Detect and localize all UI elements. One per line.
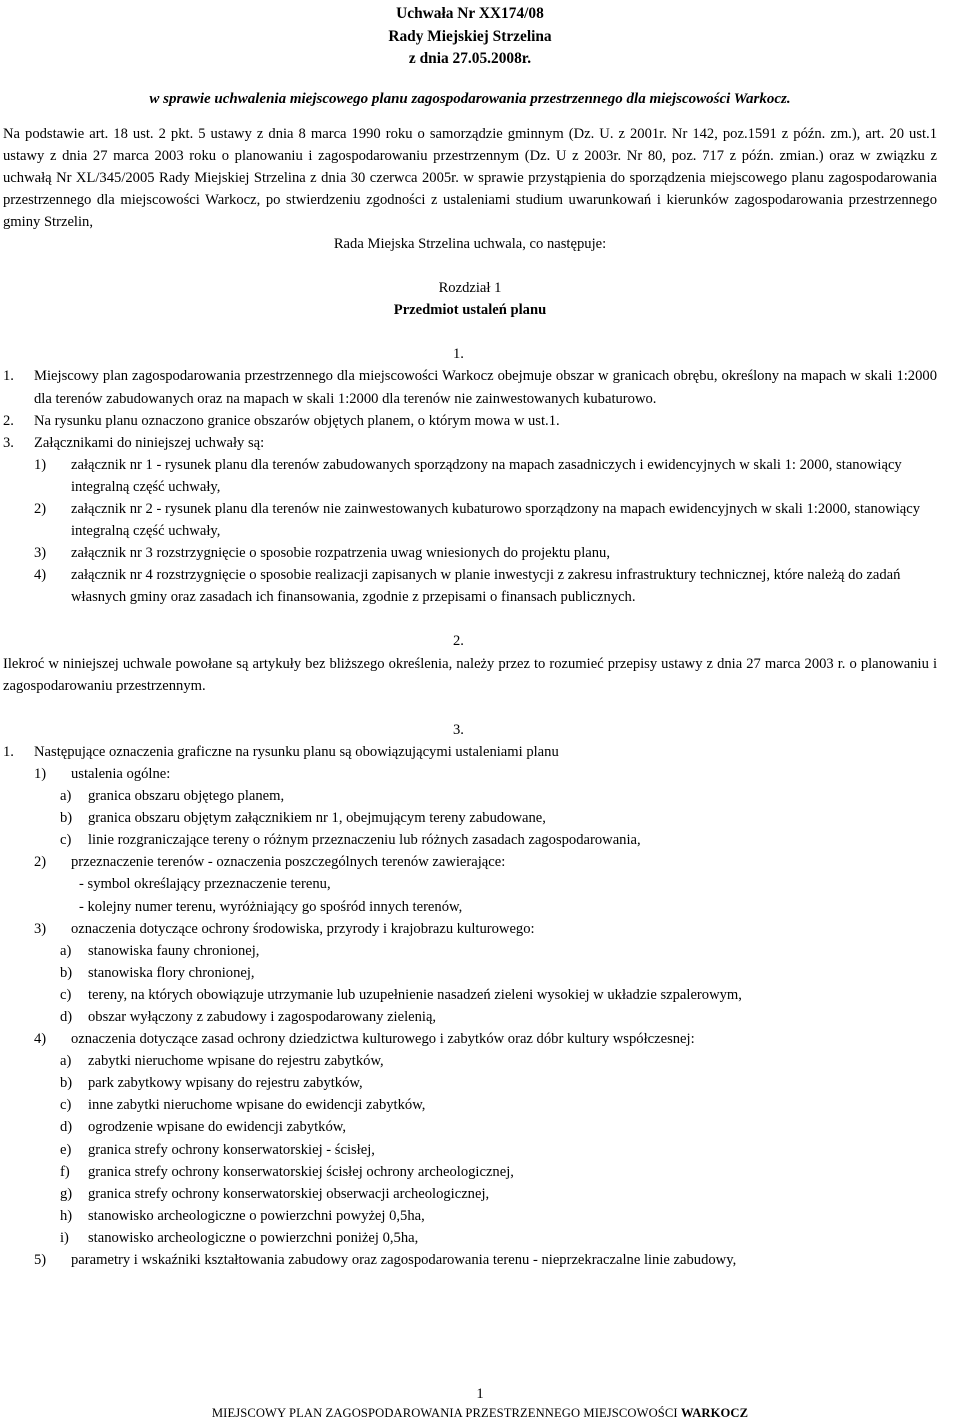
item-text: stanowiska fauny chronionej, [88,942,260,959]
preamble-text: Na podstawie art. 18 ust. 2 pkt. 5 ustawy z dnia 8 marca 1990 roku o samorządzie gminnym (Dz. U. z 2001r. Nr 142, poz.1591 z późn. zm.), art. 20 ust.1 ustawy z dnia 27 marca 2003 roku o planowaniu i zagospodarowaniu przestrzennym (Dz. U z 2003r. Nr 80, poz. 717 z późn. zmian.) oraz w związku z uchwałą Nr XL/345/2005 Rady Miejskiej Strzelina z dnia 30 czerwca 2005r. w sprawie przystąpienia do sporządzenia miejscowego planu zagospodarowania przestrzennego dla miejscowości Warkocz, po stwierdzeniu zgodności z ustaleniami studium uwarunkowań i kierunków zagospodarowania przestrzennego gminy Strzelin, [3,125,937,230]
group-text: parametry i wskaźniki kształtowania zabudowy oraz zagospodarowania terenu - nieprzekraczalne linie zabudowy, [71,1252,737,1268]
marking-item [3,1006,937,1028]
item-text: granica strefy ochrony konserwatorskiej ścisłej ochrony archeologicznej, [88,1163,514,1180]
attachment-text: załącznik nr 2 - rysunek planu dla terenów nie zainwestowanych kubaturowo sporządzony na mapach ewidencyjnych w skali 1:2000, stanowiący integralną część uchwały, [71,501,920,540]
item-text: linie rozgraniczające tereny o różnym przeznaczeniu lub różnych zasadach zagospodarowania, [88,832,641,849]
attachment-2 [3,498,937,542]
item-text: park zabytkowy wpisany do rejestru zabytków, [88,1075,363,1092]
attachment-number: 3) [34,545,47,562]
chapter-title: Przedmiot ustaleń planu [393,302,547,319]
par1-item-2 [3,410,937,432]
resolution-number: Uchwała Nr XX174/08 [396,5,544,22]
item-number: 1. [3,368,14,385]
marking-item [3,1050,937,1072]
marking-item [3,1161,937,1183]
item-text: tereny, na których obowiązuje utrzymanie lub uzupełnienie nasadzeń zieleni wysokiej w układzie szpalerowym, [88,986,742,1003]
dash-item: - kolejny numer terenu, wyróżniający go spośród innych terenów, [79,898,463,915]
item-text: ogrodzenie wpisane do ewidencji zabytków, [88,1119,347,1136]
item-number: 1. [3,743,14,760]
group-number: 5) [34,1252,47,1268]
group-number: 2) [34,854,47,871]
item-text: Miejscowy plan zagospodarowania przestrzennego dla miejscowości Warkocz obejmuje obszar w granicach obrębu, określony na mapach w skali 1:2000 dla terenów zabudowanych oraz na mapach w skali 1:2000 dla terenów nie zainwestowanych kubaturowo. [34,368,937,407]
attachment-1 [3,454,937,498]
group-number: 1) [34,765,47,782]
item-label: g) [60,1185,73,1202]
item-label: f) [60,1163,70,1180]
par1-item-1 [3,365,937,409]
marking-item [3,1116,937,1138]
item-label: b) [60,1075,73,1092]
item-text: obszar wyłączony z zabudowy i zagospodarowany zielenią, [88,1008,437,1025]
marking-group-5 [3,1249,937,1271]
group-text: oznaczenia dotyczące zasad ochrony dziedzictwa kulturowego i zabytków oraz dóbr kultury współczesnej: [71,1031,695,1048]
attachment-number: 4) [34,567,47,584]
attachment-number: 1) [34,456,47,473]
item-label: a) [60,788,72,805]
chapter-number: Rozdział 1 [438,280,502,297]
attachment-number: 2) [34,501,47,517]
item-text: inne zabytki nieruchome wpisane do ewidencji zabytków, [88,1097,426,1114]
item-label: d) [60,1008,73,1025]
item-text: granica strefy ochrony konserwatorskiej obserwacji archeologicznej, [88,1185,490,1202]
item-text: Na rysunku planu oznaczono granice obszarów objętych planem, o którym mowa w ust.1. [34,412,560,429]
attachment-text: załącznik nr 3 rozstrzygnięcie o sposobie rozpatrzenia uwag wniesionych do projektu planu, [71,545,610,562]
resolution-date: z dnia 27.05.2008r. [408,50,532,67]
dash-item: - symbol określający przeznaczenie terenu, [79,876,331,893]
marking-item [3,1072,937,1094]
marking-group-1 [3,763,937,785]
marking-item [3,1094,937,1116]
item-text: stanowisko archeologiczne o powierzchni powyżej 0,5ha, [88,1207,425,1224]
attachment-4 [3,564,937,608]
attachment-3 [3,542,937,564]
paragraph-mark-2: 2. [453,633,464,650]
par1-item-3 [3,432,937,454]
group-text: przeznaczenie terenów - oznaczenia poszczególnych terenów zawierające: [71,854,506,871]
marking-item [3,829,937,851]
item-text: Załącznikami do niniejszej uchwały są: [34,434,265,451]
item-text: Następujące oznaczenia graficzne na rysunku planu są obowiązującymi ustaleniami planu [34,743,559,760]
running-footer-place: WARKOCZ [680,1406,749,1420]
item-label: b) [60,810,73,827]
marking-item [3,1139,937,1161]
marking-item [3,807,937,829]
marking-group-2 [3,851,937,873]
item-label: i) [60,1229,69,1246]
marking-group-3 [3,918,937,940]
resolution-title [3,3,937,71]
par2-text: Ilekroć w niniejszej uchwale powołane są artykuły bez bliższego określenia, należy przez to rozumieć przepisy ustawy z dnia 27 marca 2003 r. o planowaniu i zagospodarowaniu przestrzennym. [3,655,937,694]
document-page [3,3,937,1271]
group-number: 4) [34,1031,47,1048]
marking-item [3,785,937,807]
group-number: 3) [34,920,47,937]
running-footer [0,1402,960,1424]
resolution-subject: w sprawie uchwalenia miejscowego planu zagospodarowania przestrzennego dla miejscowości Warkocz. [149,90,791,107]
marking-item [3,984,937,1006]
item-label: d) [60,1119,73,1136]
paragraph-mark-3: 3. [453,721,464,738]
marking-item [3,1205,937,1227]
item-text: granica strefy ochrony konserwatorskiej - ścisłej, [88,1141,375,1158]
marking-group-4 [3,1028,937,1050]
item-label: c) [60,986,72,1003]
attachment-text: załącznik nr 4 rozstrzygnięcie o sposobie realizacji zapisanych w planie inwestycji z zakresu infrastruktury technicznej, które należą do zadań własnych gminy oraz zasadach ich finansowania, zgodnie z przepisami o finansach publicznych. [71,567,901,606]
marking-item [3,962,937,984]
group-text: ustalenia ogólne: [71,765,171,782]
item-label: c) [60,832,72,849]
group-text: oznaczenia dotyczące ochrony środowiska, przyrody i krajobrazu kulturowego: [71,920,535,937]
paragraph-mark-1: 1. [453,346,464,363]
page-number: 1 [476,1386,484,1402]
attachment-text: załącznik nr 1 - rysunek planu dla terenów zabudowanych sporządzony na mapach zasadniczych i ewidencyjnych w skali 1: 2000, stanowiący integralną część uchwały, [71,456,902,495]
item-number: 2. [3,412,14,429]
item-label: c) [60,1097,72,1114]
item-label: b) [60,964,73,981]
item-text: stanowisko archeologiczne o powierzchni poniżej 0,5ha, [88,1229,419,1246]
marking-item [3,1227,937,1249]
item-label: e) [60,1141,72,1158]
item-text: zabytki nieruchome wpisane do rejestru zabytków, [88,1053,384,1070]
running-footer-title: MIEJSCOWY PLAN ZAGOSPODAROWANIA PRZESTRZENNEGO MIEJSCOWOŚCI [211,1406,678,1420]
item-text: granica obszaru objętym załącznikiem nr 1, obejmującym tereny zabudowane, [88,810,546,827]
item-label: a) [60,1053,72,1070]
item-text: stanowiska flory chronionej, [88,964,255,981]
council-statement: Rada Miejska Strzelina uchwala, co następuje: [333,236,607,253]
marking-item [3,1183,937,1205]
par3-item-1 [3,741,937,763]
resolution-council: Rady Miejskiej Strzelina [388,27,552,45]
marking-item [3,940,937,962]
item-label: a) [60,942,72,959]
item-text: granica obszaru objętego planem, [88,788,285,805]
item-label: h) [60,1207,73,1224]
item-number: 3. [3,434,14,451]
